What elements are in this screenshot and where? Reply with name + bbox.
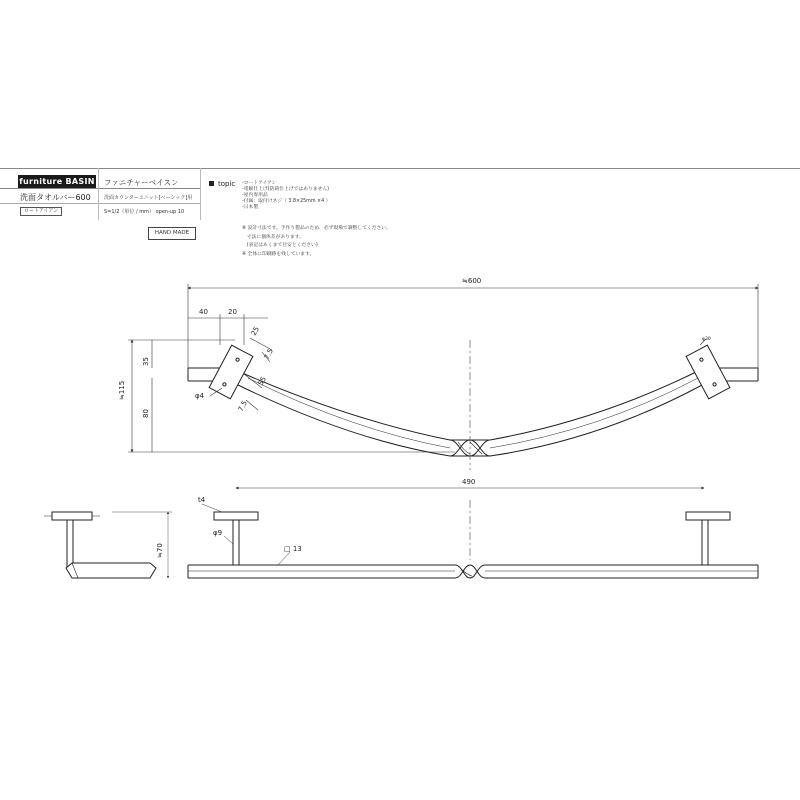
- scale-note: S=1/2（単位 / mm） open-up 10: [104, 209, 185, 215]
- note-line: ※ 全体に印刷跡を残しています。: [242, 251, 315, 257]
- topic-line: -電解仕上げ(防錆仕上げではありません): [242, 187, 330, 192]
- material-tag: ロートアイアン: [20, 207, 62, 216]
- dim-overall-width: ≒600: [462, 277, 482, 285]
- dim-thickness: t4: [198, 496, 206, 504]
- category-label: ファニチャーベイスン: [104, 178, 179, 187]
- note-line: ※ 設計寸法です。手作り製品のため、必ず現場で調整してください。: [242, 226, 391, 231]
- dim-hole: φ4: [195, 392, 205, 400]
- side-plate: [52, 512, 92, 520]
- right-plate-top: [686, 512, 730, 520]
- compatibility-note: 洗面カウンターユニット[ベーシック]用: [104, 195, 193, 201]
- product-name: 洗面タオルバー600: [20, 193, 91, 202]
- left-plate-top: [214, 512, 258, 520]
- dim-plate: φ30: [702, 337, 711, 342]
- handmade-tag: HAND MADE: [148, 227, 196, 240]
- dim-height-total: ≒115: [118, 380, 126, 400]
- dim-490: 490: [462, 478, 476, 486]
- dim-7-5b: 7.5: [236, 399, 249, 413]
- dim-square: □ 13: [284, 545, 302, 553]
- dim-80: 80: [142, 409, 150, 418]
- dim-25: 25: [249, 325, 261, 337]
- dim-7-5: 7.5: [262, 347, 275, 361]
- bar-inner-line: [490, 378, 698, 448]
- note-line: (表記はあくまで目安とください): [242, 243, 318, 248]
- top-view: [188, 500, 758, 578]
- dim-35: 35: [142, 357, 150, 366]
- topic-line: -ロートアイアン: [242, 181, 277, 186]
- twist-detail-top: [455, 565, 485, 578]
- side-bar-profile: [66, 563, 156, 578]
- left-bracket-plate: [209, 345, 253, 399]
- dim-55: 55: [256, 375, 268, 387]
- topic-line: -付属：取付けネジ（ 3.8×25mm ×4 ）: [242, 199, 331, 204]
- right-bracket-plate: [686, 345, 730, 399]
- side-view: [44, 512, 172, 578]
- dim-20: 20: [228, 308, 237, 316]
- dim-depth: ≒70: [156, 543, 164, 558]
- note-line: 寸法に個体差があります。: [242, 234, 304, 240]
- front-view: [188, 340, 758, 470]
- dim-40: 40: [199, 308, 208, 316]
- topic-label: topic: [218, 180, 236, 188]
- top-dim-labels: [198, 496, 302, 553]
- topic-line: -日本製: [242, 205, 259, 210]
- dim-rod: φ9: [213, 529, 223, 537]
- topic-line: -屋内専用品: [242, 193, 268, 198]
- brand-label: furniture BASIN: [19, 177, 95, 186]
